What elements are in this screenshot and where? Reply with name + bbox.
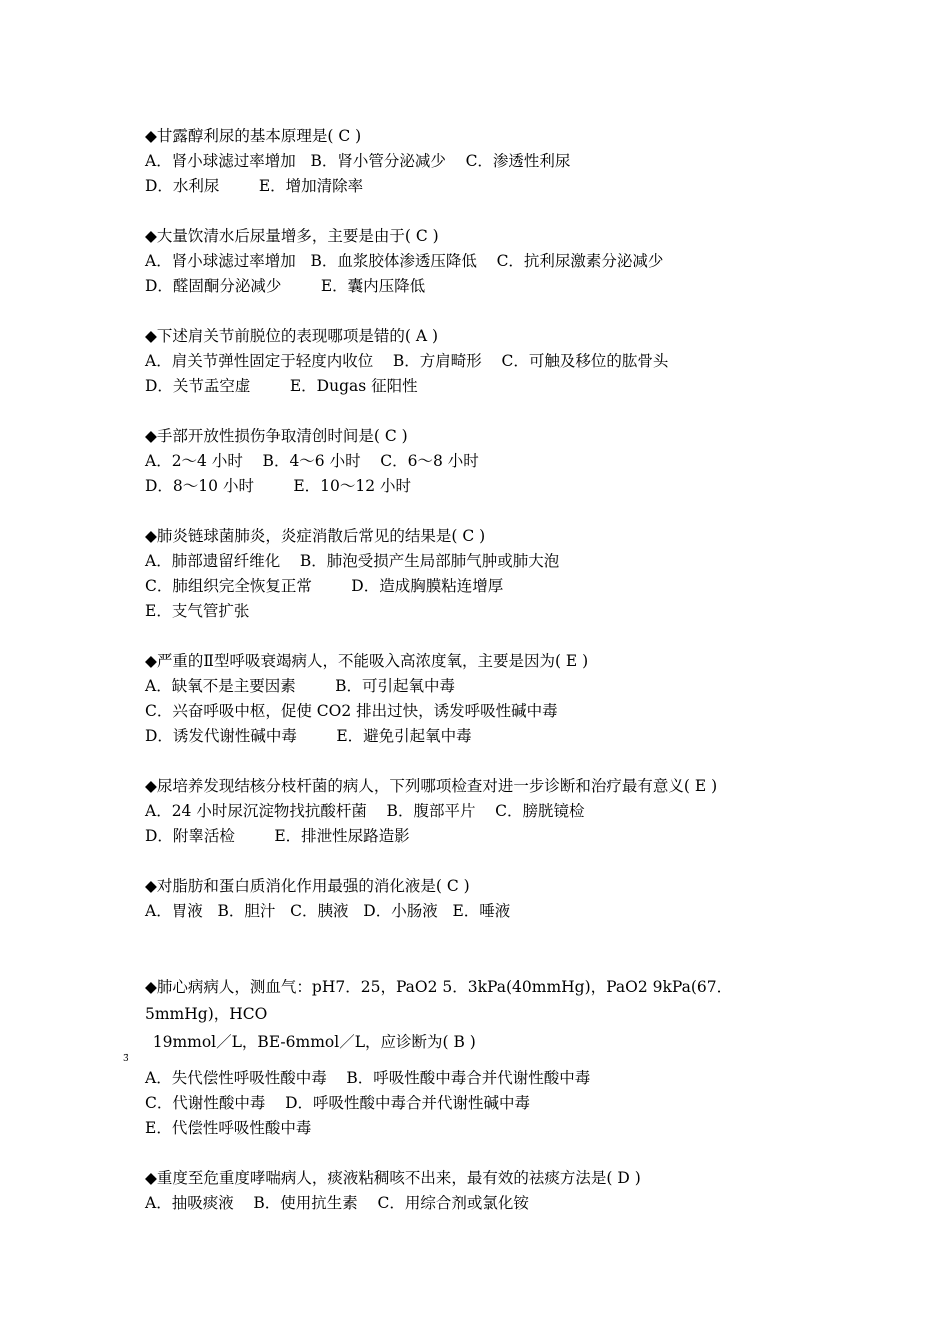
option-line: C．代谢性酸中毒 D．呼吸性酸中毒合并代谢性碱中毒 (145, 1094, 530, 1112)
option-line: D．水利尿 E．增加清除率 (145, 177, 364, 195)
option-line: A．抽吸痰液 B．使用抗生素 C．用综合剂或氯化铵 (145, 1194, 529, 1212)
option-line: A．胃液 B．胆汁 C．胰液 D．小肠液 E．唾液 (145, 902, 511, 920)
question-3 (145, 324, 815, 399)
question-stem: ◆手部开放性损伤争取清创时间是( C ) (145, 427, 408, 445)
question-2 (145, 224, 815, 299)
question-stem (145, 974, 815, 1028)
hco3-subscript: 3̄ (123, 1054, 129, 1064)
option-line: E．支气管扩张 (145, 602, 250, 620)
question-stem: ◆重度至危重度哮喘病人，痰液粘稠咳不出来，最有效的祛痰方法是( D ) (145, 1169, 641, 1187)
question-stem: ◆对脂肪和蛋白质消化作用最强的消化液是( C ) (145, 877, 470, 895)
option-line: A．缺氧不是主要因素 B．可引起氧中毒 (145, 677, 456, 695)
question-stem: ◆尿培养发现结核分枝杆菌的病人，下列哪项检查对进一步诊断和治疗最有意义( E ) (145, 777, 718, 795)
option-line: D．关节盂空虚 E．Dugas 征阳性 (145, 377, 418, 395)
option-line: D．8～10 小时 E．10～12 小时 (145, 477, 412, 495)
option-line: D．附睾活检 E．排泄性尿路造影 (145, 827, 410, 845)
question-list (123, 124, 815, 1241)
option-line: D．醛固酮分泌减少 E．囊内压降低 (145, 277, 426, 295)
question-stem-text: ◆肺心病病人，测血气：pH7．25，PaO2 5．3kPa(40mmHg)，PaO2 9kPa(67．5mmHg)，HCO (145, 978, 733, 1023)
question-stem: ◆严重的Ⅱ型呼吸衰竭病人，不能吸入高浓度氧，主要是因为( E ) (145, 652, 589, 670)
question-5 (145, 524, 815, 624)
option-line: A．肾小球滤过率增加 B．肾小管分泌减少 C．渗透性利尿 (145, 152, 571, 170)
option-line: A．肩关节弹性固定于轻度内收位 B．方肩畸形 C．可触及移位的肱骨头 (145, 352, 669, 370)
question-stem-continuation (123, 1030, 815, 1064)
question-8 (145, 874, 815, 924)
option-line: A．肺部遗留纤维化 B．肺泡受损产生局部肺气肿或肺大泡 (145, 552, 560, 570)
option-line: C．肺组织完全恢复正常 D．造成胸膜粘连增厚 (145, 577, 504, 595)
question-6 (145, 649, 815, 749)
question-10 (145, 1166, 815, 1216)
option-line: D．诱发代谢性碱中毒 E．避免引起氧中毒 (145, 727, 472, 745)
question-stem: ◆下述肩关节前脱位的表现哪项是错的( A ) (145, 327, 439, 345)
question-stem-line2: 19mmol／L，BE-6mmol／L，应诊断为( B ) (152, 1033, 476, 1051)
question-7 (145, 774, 815, 849)
option-line: E．代偿性呼吸性酸中毒 (145, 1119, 312, 1137)
question-stem: ◆甘露醇利尿的基本原理是( C ) (145, 127, 362, 145)
option-line: C．兴奋呼吸中枢，促使 CO2 排出过快，诱发呼吸性碱中毒 (145, 702, 558, 720)
option-line: A．2～4 小时 B．4～6 小时 C．6～8 小时 (145, 452, 479, 470)
question-1 (145, 124, 815, 199)
option-line: A．失代偿性呼吸性酸中毒 B．呼吸性酸中毒合并代谢性酸中毒 (145, 1069, 591, 1087)
option-line: A．24 小时尿沉淀物找抗酸杆菌 B．腹部平片 C．膀胱镜检 (145, 802, 585, 820)
option-line: A．肾小球滤过率增加 B．血浆胶体渗透压降低 C．抗利尿激素分泌减少 (145, 252, 664, 270)
question-4 (145, 424, 815, 499)
question-stem: ◆肺炎链球菌肺炎，炎症消散后常见的结果是( C ) (145, 527, 486, 545)
question-9 (123, 974, 815, 1141)
question-stem: ◆大量饮清水后尿量增多，主要是由于( C ) (145, 227, 439, 245)
